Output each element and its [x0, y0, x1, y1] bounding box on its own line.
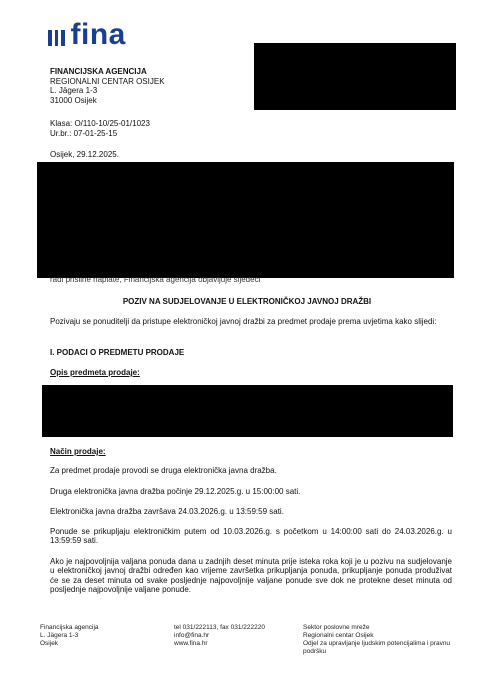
paragraph-5: Ako je najpovoljnija valjana ponuda dana u zadnjih deset minuta prije isteka roka koji je u pozivu na sudjelovanje u elektroničkoj javnoj dražbi određen kao vrijeme završetka prikupljanja ponuda, prikupljanje ponuda produživat će se za deset minuta od svake posljednje najpovoljnije valjane ponude sve dok ne protekne deset minuta od posljednje najpovoljnije valjane ponude.: [50, 557, 452, 595]
urbr: Ur.br.: 07-01-25-15: [50, 128, 118, 138]
intro-paragraph: Pozivaju se ponuditelji da pristupe elektroničkoj javnoj dražbi za predmet prodaje prema uvjetima kako slijedi:: [50, 317, 437, 326]
logo-bars-icon: [48, 24, 65, 46]
org-name: FINANCIJSKA AGENCIJA: [50, 67, 147, 76]
org-street: L. Jägera 1-3: [50, 86, 98, 96]
footer-col-1: Financijska agencija L. Jägera 1-3 Osijek: [40, 624, 99, 647]
footer-col-2: tel 031/222113, fax 031/222220 info@fina.hr www.fina.hr: [174, 624, 265, 647]
redacted-block-body: [37, 162, 454, 278]
paragraph-3: Elektronička javna dražba završava 24.03.2026.g. u 13:59:59 sati.: [50, 507, 284, 516]
org-city: 31000 Osijek: [50, 95, 97, 105]
nacin-heading: Način prodaje:: [50, 447, 106, 456]
logo-text: fina: [70, 18, 126, 51]
org-center: REGIONALNI CENTAR OSIJEK: [50, 76, 165, 86]
paragraph-4: Ponude se prikupljaju elektroničkim putem od 10.03.2026.g. s početkom u 14:00:00 sati do 24.03.2026.g. u 13:59:59 sati.: [50, 527, 452, 546]
paragraph-1: Za predmet prodaje provodi se druga elektronička javna dražba.: [50, 466, 277, 475]
redacted-block-description: [42, 385, 453, 437]
fina-logo: [48, 20, 126, 50]
sender-header: [50, 67, 165, 105]
opis-heading: Opis predmeta prodaje:: [50, 368, 140, 377]
partial-line: radi prisilne naplate, Financijska agencija objavljuje sljedeći: [50, 277, 261, 284]
paragraph-2: Druga elektronička javna dražba počinje 29.12.2025.g. u 15:00:00 sati.: [50, 487, 301, 496]
footer-col-3: Sektor poslovne mreže Regionalni centar Osijek Odjel za upravljanje ljudskim potencijalima i pravnu podršku: [303, 624, 451, 655]
klasa: Klasa: O/110-10/25-01/1023: [50, 119, 150, 128]
section-heading: I. PODACI O PREDMETU PRODAJE: [50, 348, 185, 357]
redacted-block-address: [254, 43, 456, 110]
place-date: Osijek, 29.12.2025.: [50, 150, 119, 159]
reference-block: [50, 119, 150, 138]
document-title: POZIV NA SUDJELOVANJE U ELEKTRONIČKOJ JAVNOJ DRAŽBI: [122, 297, 372, 306]
